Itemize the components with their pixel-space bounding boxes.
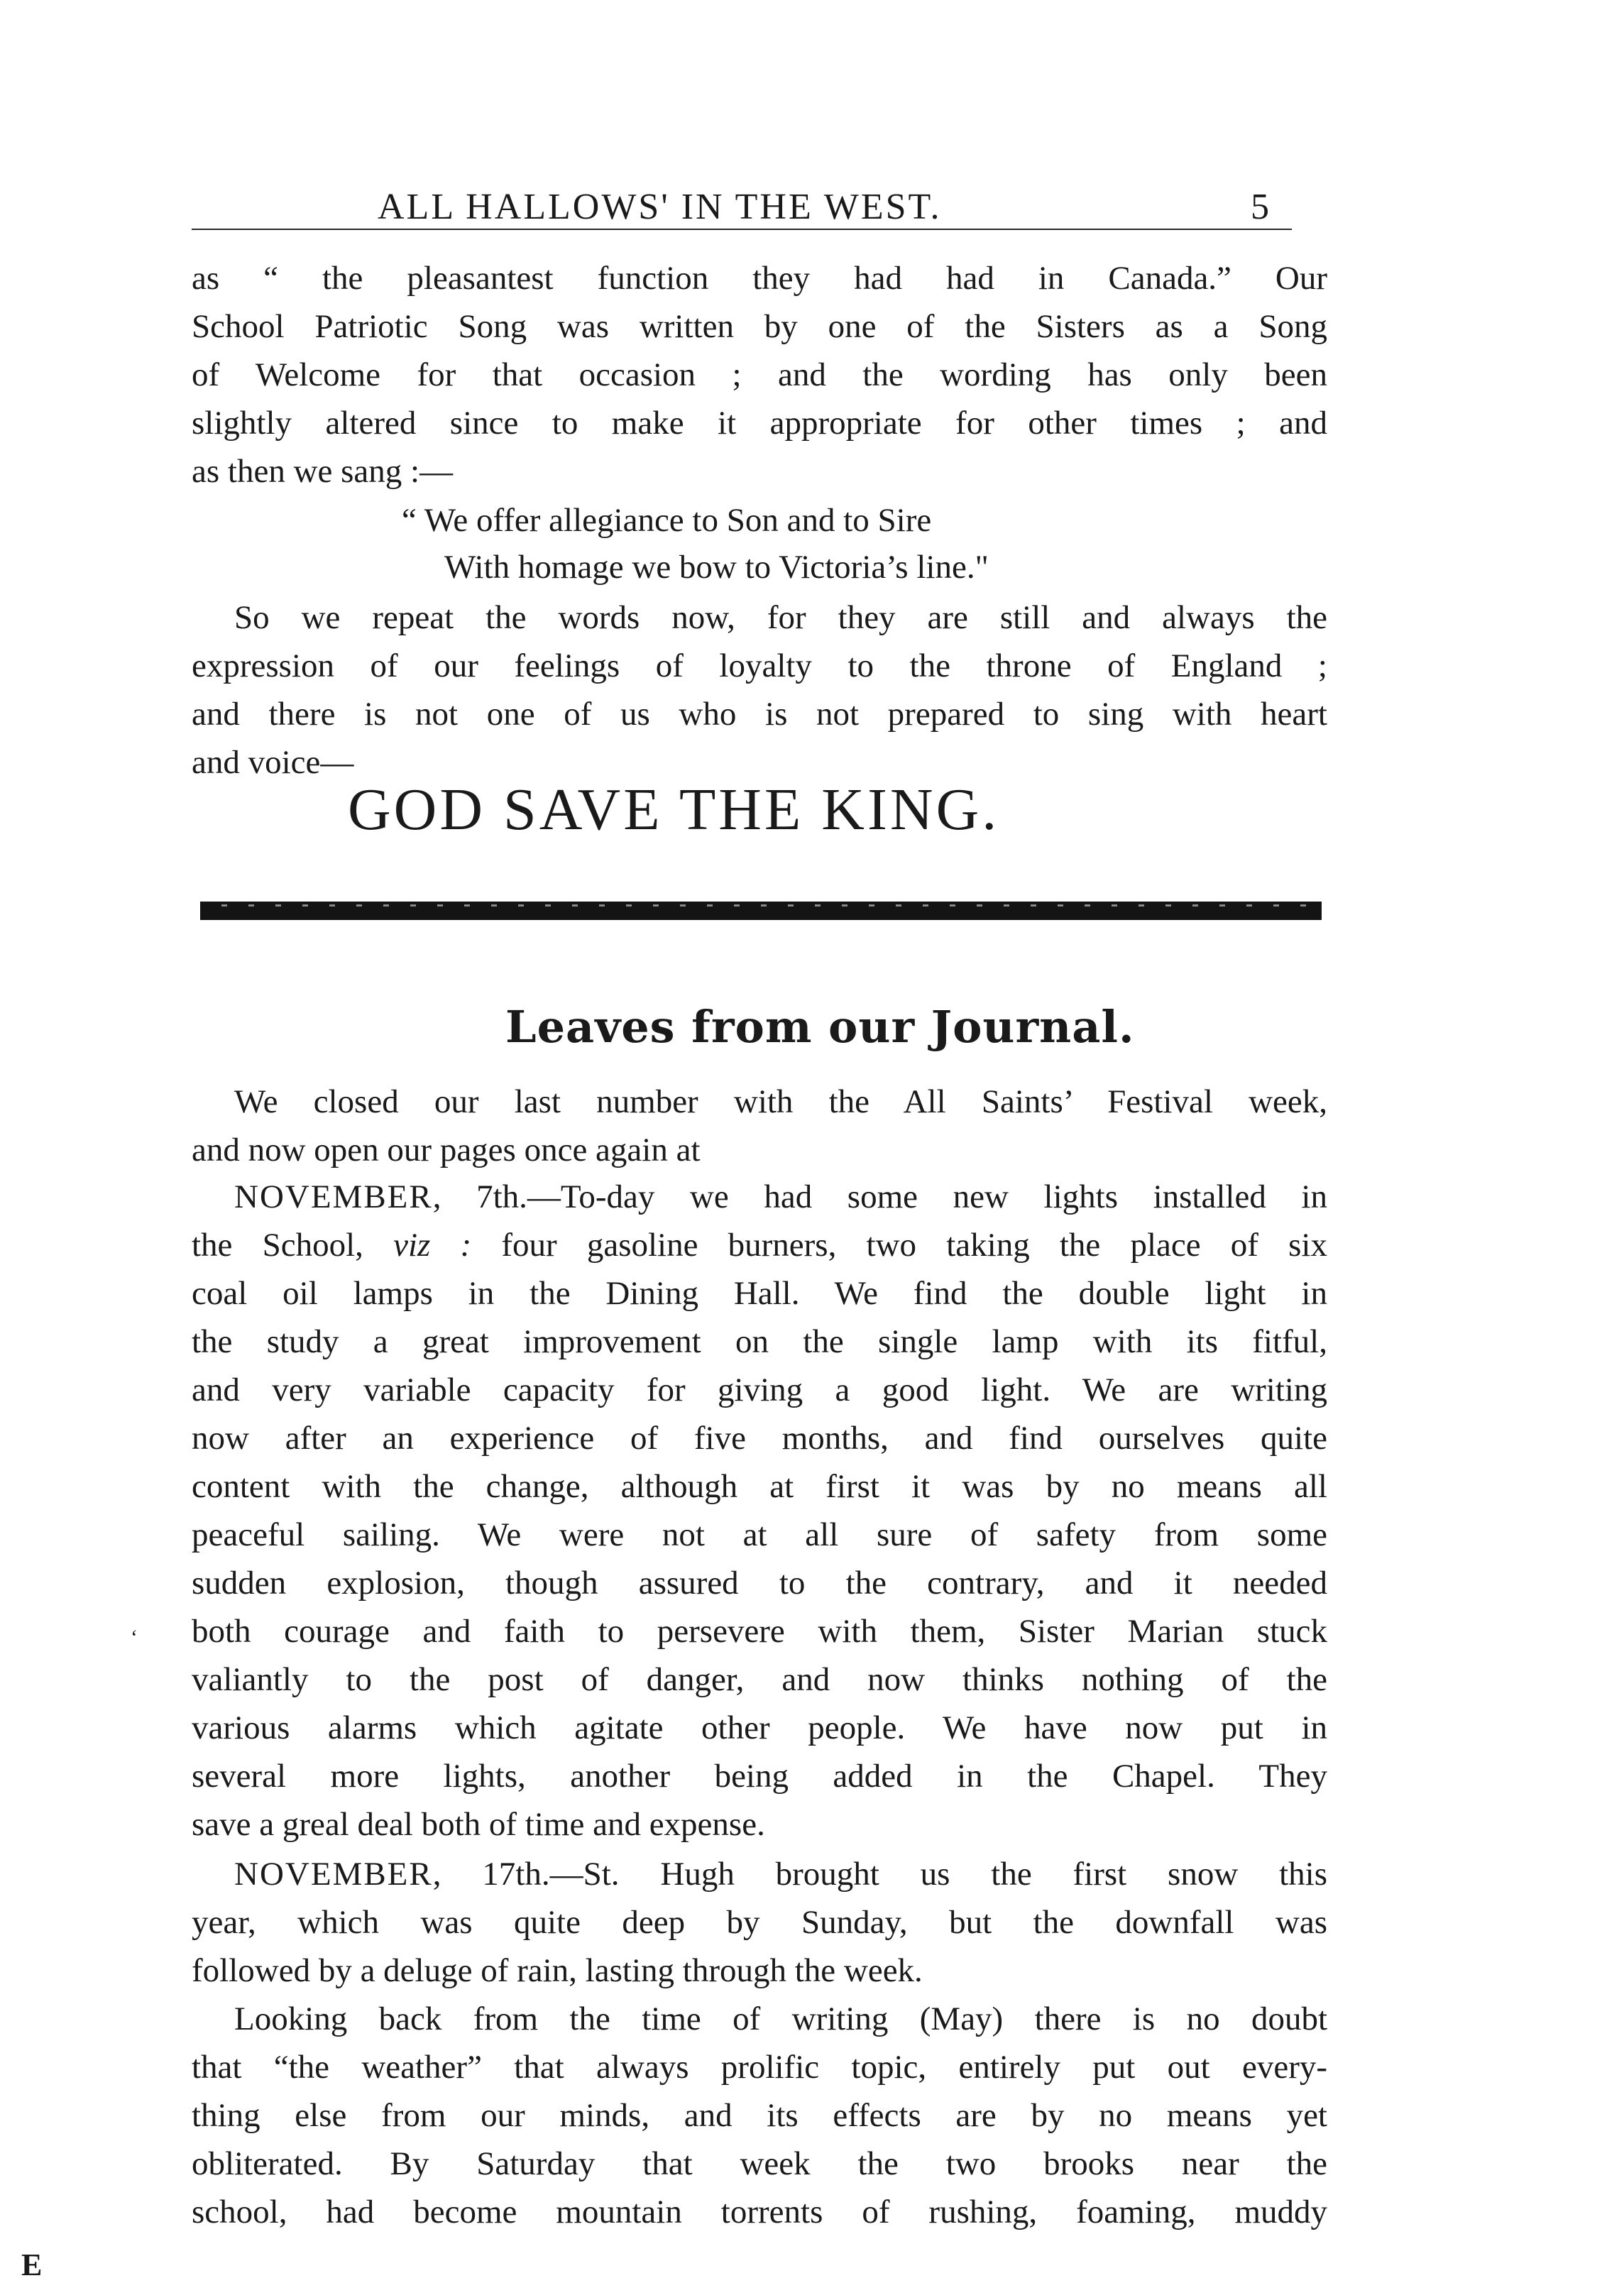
text-fragment: the School,	[192, 1227, 394, 1264]
text-line: slightly altered since to make it appropriate for other times ; and	[192, 405, 1327, 442]
text-line: content with the change, although at first it was by no means all	[192, 1468, 1327, 1505]
entry-first-line	[192, 1173, 1327, 1221]
page-number: 5	[1251, 187, 1269, 227]
verse-line: “ We offer allegiance to Son and to Sire	[402, 502, 932, 539]
text-line: coal oil lamps in the Dining Hall. We find the double light in	[192, 1275, 1327, 1312]
text-line: the study a great improvement on the single lamp with its fitful,	[192, 1323, 1327, 1360]
text-line: followed by a deluge of rain, lasting through the week.	[192, 1952, 923, 1989]
text-line: School Patriotic Song was written by one of the Sisters as a Song	[192, 308, 1327, 345]
text-line: as then we sang :—	[192, 453, 454, 490]
text-line: sudden explosion, though assured to the contrary, and it needed	[192, 1565, 1327, 1602]
text-line: thing else from our minds, and its effects are by no means yet	[192, 2097, 1327, 2134]
running-head	[192, 186, 1299, 231]
entry-text: , 7th.—To-day we had some new lights installed in	[432, 1178, 1327, 1215]
entry-first-line	[192, 1850, 1327, 1898]
text-line: now after an experience of five months, and find ourselves quite	[192, 1420, 1327, 1457]
header-rule	[192, 229, 1292, 230]
text-line	[192, 1221, 1327, 1269]
text-line: school, had become mountain torrents of rushing, foaming, muddy	[192, 2194, 1327, 2230]
text-line: peaceful sailing. We were not at all sure of safety from some	[192, 1516, 1327, 1553]
text-line: expression of our feelings of loyalty to the throne of England ;	[192, 647, 1327, 684]
verse-line: With homage we bow to Victoria’s line."	[444, 549, 989, 586]
verse-quote	[402, 497, 989, 591]
viz-abbreviation: viz :	[393, 1227, 472, 1264]
section-divider-texture	[200, 904, 1322, 907]
text-line: several more lights, another being added in the Chapel. They	[192, 1758, 1327, 1795]
text-line: and there is not one of us who is not prepared to sing with heart	[192, 696, 1327, 733]
text-line: and voice—	[192, 744, 354, 781]
text-line: of Welcome for that occasion ; and the wording has only been	[192, 356, 1327, 393]
entry-date: NOVEMBER	[234, 1856, 433, 1893]
running-title: ALL HALLOWS' IN THE WEST.	[378, 187, 942, 227]
text-line: both courage and faith to persevere with them, Sister Marian stuck	[192, 1613, 1327, 1650]
journal-entry-november-17	[192, 1850, 1327, 1995]
anthem-heading: GOD SAVE THE KING.	[348, 777, 1000, 843]
text-line: and very variable capacity for giving a good light. We are writing	[192, 1372, 1327, 1408]
text-line: save a greal deal both of time and expense.	[192, 1806, 765, 1843]
text-line: obliterated. By Saturday that week the two brooks near the	[192, 2145, 1327, 2182]
text-line: various alarms which agitate other people. We have now put in	[192, 1709, 1327, 1746]
text-line: that “the weather” that always prolific topic, entirely put out every-	[192, 2049, 1327, 2086]
text-line: and now open our pages once again at	[192, 1132, 701, 1168]
stray-mark: ʻ	[131, 1626, 138, 1649]
text-line: year, which was quite deep by Sunday, but the downfall was	[192, 1904, 1327, 1941]
text-line: Looking back from the time of writing (May) there is no doubt	[234, 2000, 1327, 2037]
entry-text: , 17th.—St. Hugh brought us the first snow this	[432, 1856, 1327, 1893]
weather-paragraph	[192, 1995, 1327, 2236]
footer-mark: E	[21, 2248, 43, 2282]
text-fragment: four gasoline burners, two taking the place of six	[471, 1227, 1327, 1264]
text-line: We closed our last number with the All Saints’ Festival week,	[234, 1083, 1327, 1120]
text-line: So we repeat the words now, for they are still and always the	[234, 599, 1327, 636]
section-title: Leaves from our Journal.	[505, 1001, 1135, 1053]
repeat-paragraph	[192, 593, 1327, 787]
text-line: as “ the pleasantest function they had had in Canada.” Our	[192, 260, 1327, 297]
entry-date: NOVEMBER	[234, 1178, 433, 1215]
journal-intro-paragraph	[192, 1078, 1327, 1174]
journal-entry-november-7	[192, 1173, 1327, 1849]
intro-paragraph	[192, 254, 1327, 496]
text-line: valiantly to the post of danger, and now thinks nothing of the	[192, 1661, 1327, 1698]
